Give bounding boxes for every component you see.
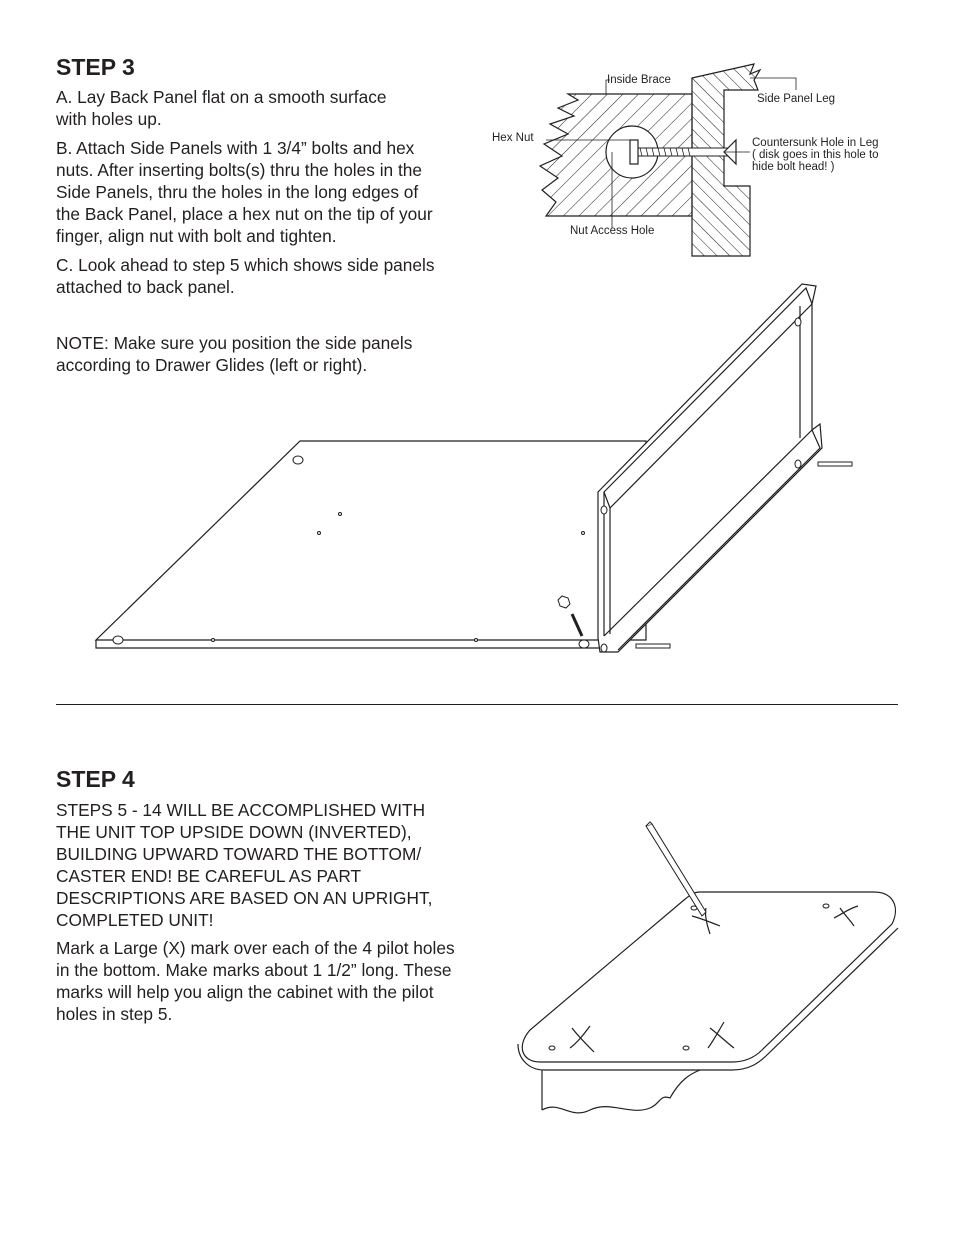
instruction-b-line: Side Panels, thru the holes in the long edges of bbox=[56, 182, 419, 202]
step3-instructions bbox=[56, 86, 486, 298]
cabinet-body bbox=[542, 1070, 700, 1113]
instruction-b-line: nuts. After inserting bolts(s) thru the holes in the bbox=[56, 160, 422, 180]
side-panel-leg-label: Side Panel Leg bbox=[757, 93, 836, 105]
countersunk-label-line: hide bolt head! ) bbox=[752, 161, 835, 173]
pilot-hole bbox=[823, 904, 829, 908]
bolt-hole bbox=[601, 506, 607, 514]
inside-brace-label: Inside Brace bbox=[607, 74, 671, 86]
instruction-c-line: C. Look ahead to step 5 which shows side panels bbox=[56, 255, 435, 275]
pencil bbox=[646, 822, 706, 916]
countersunk-label-line: Countersunk Hole in Leg bbox=[752, 137, 879, 149]
mark-line: in the bottom. Make marks about 1 1/2” long. These bbox=[56, 960, 452, 980]
bolt-hole bbox=[601, 644, 607, 652]
step4-mark-instructions bbox=[56, 937, 496, 1025]
warning-line: DESCRIPTIONS ARE BASED ON AN UPRIGHT, bbox=[56, 888, 433, 908]
bolt-hole bbox=[795, 460, 801, 468]
warning-line: BUILDING UPWARD TOWARD THE BOTTOM/ bbox=[56, 844, 422, 864]
section-divider bbox=[56, 704, 898, 705]
back-panel-assembly-diagram bbox=[90, 280, 890, 670]
pilot-hole bbox=[113, 636, 123, 644]
mark-line: holes in step 5. bbox=[56, 1004, 173, 1024]
inverted-top-diagram bbox=[510, 820, 910, 1120]
mark-line: Mark a Large (X) mark over each of the 4 pilot holes bbox=[56, 938, 455, 958]
hex-nut bbox=[630, 140, 638, 164]
nut-access-hole-label: Nut Access Hole bbox=[570, 225, 655, 237]
instruction-a-line: A. Lay Back Panel flat on a smooth surface bbox=[56, 87, 387, 107]
note-line: NOTE: Make sure you position the side panels bbox=[56, 333, 413, 353]
warning-line: COMPLETED UNIT! bbox=[56, 910, 214, 930]
note-line: according to Drawer Glides (left or right). bbox=[56, 355, 368, 375]
side-panel bbox=[598, 284, 822, 652]
step3-heading: STEP 3 bbox=[56, 54, 135, 80]
pilot-hole bbox=[579, 640, 589, 648]
instruction-b-line: the Back Panel, place a hex nut on the tip of your bbox=[56, 204, 433, 224]
side-panel-leg-section bbox=[692, 64, 760, 256]
pilot-hole bbox=[549, 1046, 555, 1050]
warning-line: STEPS 5 - 14 WILL BE ACCOMPLISHED WITH bbox=[56, 800, 426, 820]
instruction-b-line: B. Attach Side Panels with 1 3/4” bolts and hex bbox=[56, 138, 415, 158]
unit-top-surface bbox=[522, 892, 895, 1062]
instruction-c-line: attached to back panel. bbox=[56, 277, 235, 297]
bolt-hole bbox=[795, 318, 801, 326]
pilot-hole bbox=[683, 1046, 689, 1050]
warning-line: CASTER END! BE CAREFUL AS PART bbox=[56, 866, 362, 886]
instruction-b-line: finger, align nut with bolt and tighten. bbox=[56, 226, 337, 246]
step4-heading: STEP 4 bbox=[56, 766, 135, 792]
bolt bbox=[818, 462, 852, 466]
instruction-a-line: with holes up. bbox=[56, 109, 162, 129]
hex-nut bbox=[558, 596, 570, 608]
warning-line: THE UNIT TOP UPSIDE DOWN (INVERTED), bbox=[56, 822, 412, 842]
step4-warning bbox=[56, 799, 496, 931]
countersunk-label-line: ( disk goes in this hole to bbox=[752, 149, 879, 161]
hex-nut-label: Hex Nut bbox=[492, 132, 534, 144]
mark-line: marks will help you align the cabinet with the pilot bbox=[56, 982, 434, 1002]
bolt-shaft bbox=[630, 148, 730, 156]
back-panel bbox=[96, 441, 646, 640]
pilot-hole bbox=[293, 456, 303, 464]
bolt bbox=[636, 644, 670, 648]
bolt-detail-diagram bbox=[470, 60, 910, 270]
